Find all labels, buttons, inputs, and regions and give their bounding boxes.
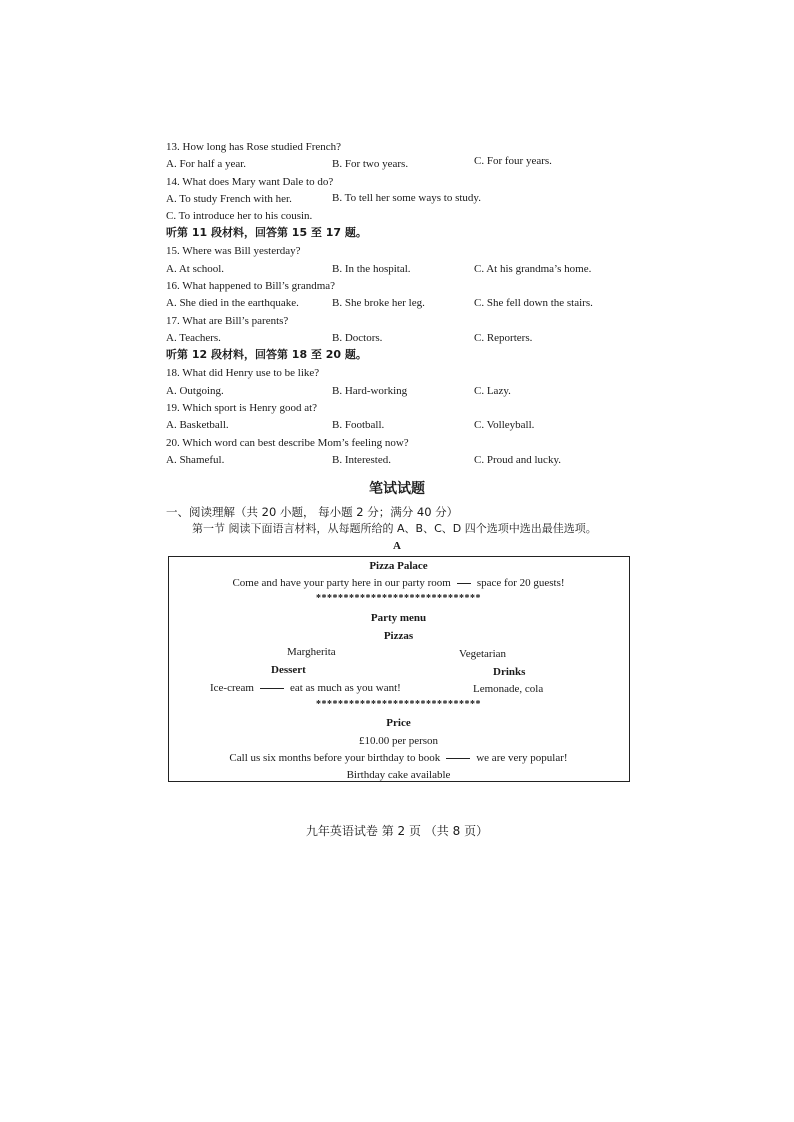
question-17-options <box>166 331 626 345</box>
question-13: 13. How long has Rose studied French? <box>166 141 342 153</box>
question-15-options <box>166 262 626 276</box>
question-16-options <box>166 296 626 310</box>
section-11-heading: 听第 11 段材料，回答第 15 至 17 题。 <box>166 226 367 239</box>
section-12-heading: 听第 12 段材料，回答第 18 至 20 题。 <box>166 348 367 361</box>
option-c: C. Reporters. <box>474 332 533 344</box>
option-c: C. For four years. <box>474 155 552 167</box>
option-b: B. Interested. <box>332 454 391 466</box>
passage-label: A <box>393 540 401 552</box>
option-b: B. For two years. <box>332 158 409 170</box>
price-title: Price <box>386 717 411 729</box>
option-b: B. Hard-working <box>332 385 408 397</box>
option-c: C. She fell down the stairs. <box>474 297 593 309</box>
page-footer: 九年英语试卷 第 2 页 （共 8 页） <box>305 824 489 838</box>
option-a: A. Teachers. <box>166 332 221 344</box>
pizza-vegetarian: Vegetarian <box>459 648 507 660</box>
option-a: A. She died in the earthquake. <box>166 297 299 309</box>
question-14-options <box>166 192 626 206</box>
drinks-title: Drinks <box>493 666 526 678</box>
option-a: A. Outgoing. <box>166 385 224 397</box>
price-value: £10.00 per person <box>358 735 439 747</box>
question-18-options <box>166 384 626 398</box>
question-18: 18. What did Henry use to be like? <box>166 367 320 379</box>
question-19: 19. Which sport is Henry good at? <box>166 402 318 414</box>
option-c: C. To introduce her to his cousin. <box>166 210 313 222</box>
option-c: C. Proud and lucky. <box>474 454 561 466</box>
question-19-options <box>166 418 626 432</box>
dessert-item <box>210 681 401 695</box>
option-a: A. Shameful. <box>166 454 225 466</box>
option-a: A. For half a year. <box>166 158 247 170</box>
ad-intro-capacity: space for 20 guests! <box>476 577 565 589</box>
option-c: C. Lazy. <box>474 385 511 397</box>
option-b: B. In the hospital. <box>332 263 411 275</box>
question-13-options <box>166 157 626 171</box>
popularity-text: we are very popular! <box>476 752 568 764</box>
ad-title: Pizza Palace <box>369 560 428 572</box>
written-test-title: 笔试试题 <box>369 481 425 497</box>
option-a: A. To study French with her. <box>166 193 292 205</box>
pizzas-title: Pizzas <box>383 630 414 642</box>
option-b: B. To tell her some ways to study. <box>332 192 481 204</box>
option-b: B. Doctors. <box>332 332 383 344</box>
option-c: C. At his grandma’s home. <box>474 263 592 275</box>
star-divider: ****************************** <box>316 593 481 604</box>
dessert-note: eat as much as you want! <box>289 682 401 694</box>
question-16: 16. What happened to Bill’s grandma? <box>166 280 336 292</box>
star-divider: ****************************** <box>316 699 481 710</box>
question-15: 15. Where was Bill yesterday? <box>166 245 301 257</box>
pizza-palace-ad <box>168 556 630 782</box>
dessert-ice-cream: Ice-cream <box>210 682 254 694</box>
booking-note <box>169 751 628 765</box>
dessert-title: Dessert <box>271 664 306 676</box>
option-b: B. She broke her leg. <box>332 297 425 309</box>
dash-divider <box>446 758 470 759</box>
menu-title: Party menu <box>370 612 427 624</box>
pizza-margherita: Margherita <box>287 646 336 658</box>
question-14: 14. What does Mary want Dale to do? <box>166 176 334 188</box>
birthday-cake-note: Birthday cake available <box>346 769 451 781</box>
dash-divider <box>457 583 471 584</box>
booking-text: Call us six months before your birthday to book <box>229 752 441 764</box>
option-c: C. Volleyball. <box>474 419 535 431</box>
option-a: A. At school. <box>166 263 225 275</box>
option-a: A. Basketball. <box>166 419 229 431</box>
question-20-options <box>166 453 626 467</box>
dash-divider <box>260 688 284 689</box>
option-b: B. Football. <box>332 419 385 431</box>
question-20: 20. Which word can best describe Mom’s feeling now? <box>166 437 409 449</box>
reading-instruction: 第一节 阅读下面语言材料，从每题所给的 A、B、C、D 四个选项中选出最佳选项。 <box>192 522 597 535</box>
ad-intro-text: Come and have your party here in our party room <box>232 577 451 589</box>
drinks-list: Lemonade, cola <box>473 683 544 695</box>
ad-intro <box>169 576 628 590</box>
reading-part-heading: 一、阅读理解（共 20 小题， 每小题 2 分；满分 40 分） <box>166 505 459 519</box>
question-17: 17. What are Bill’s parents? <box>166 315 289 327</box>
